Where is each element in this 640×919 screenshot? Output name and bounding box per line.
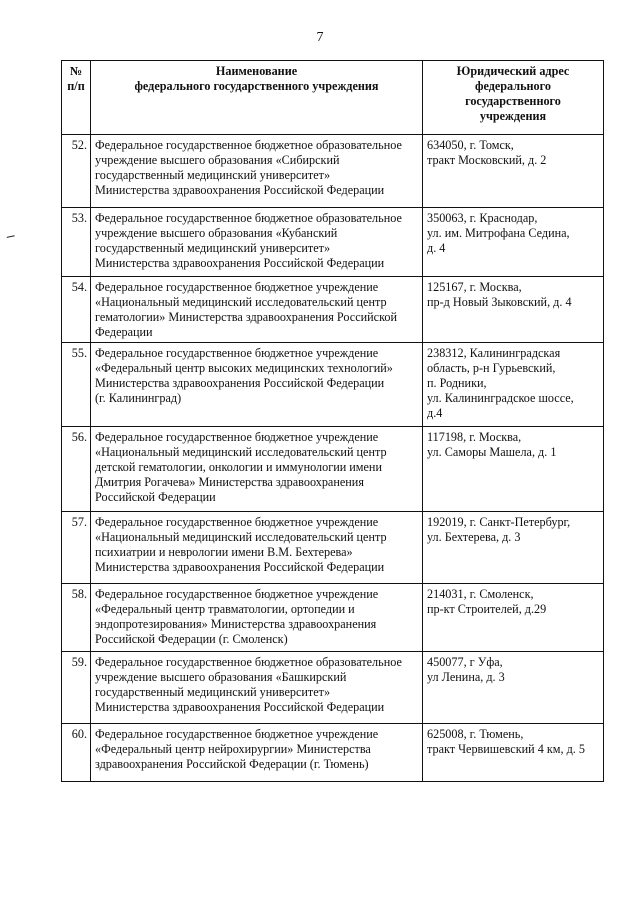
table-row (62, 427, 604, 512)
row-institution-name: Федеральное государственное бюджетное учреждение «Федеральный центр высоких медицинских технологий» Министерства здравоохранения Российской Федерации (г. Калининград) (91, 343, 423, 427)
row-institution-name: Федеральное государственное бюджетное образовательное учреждение высшего образования «Сибирский государственный медицинский университет» Министерства здравоохранения Российской Федерации (91, 135, 423, 208)
header-number (62, 61, 91, 135)
row-number: 55. (62, 343, 91, 427)
row-legal-address: 625008, г. Тюмень, тракт Червишевский 4 км, д. 5 (423, 724, 604, 782)
table-row (62, 652, 604, 724)
row-institution-name: Федеральное государственное бюджетное учреждение «Национальный медицинский исследовательский центр гематологии» Министерства здравоохранения Российской Федерации (91, 277, 423, 343)
row-number: 52. (62, 135, 91, 208)
row-legal-address: 117198, г. Москва, ул. Саморы Машела, д. 1 (423, 427, 604, 512)
table-header-row (62, 61, 604, 135)
row-legal-address: 192019, г. Санкт-Петербург, ул. Бехтерева, д. 3 (423, 512, 604, 584)
row-number: 54. (62, 277, 91, 343)
margin-scan-mark (7, 235, 16, 241)
row-institution-name: Федеральное государственное бюджетное учреждение «Национальный медицинский исследовательский центр психиатрии и неврологии имени В.М. Бехтерева» Министерства здравоохранения Российской Федерации (91, 512, 423, 584)
row-number: 60. (62, 724, 91, 782)
table-row (62, 584, 604, 652)
header-name-text: Наименование федерального государственного учреждения (134, 64, 379, 93)
row-institution-name: Федеральное государственное бюджетное учреждение «Федеральный центр нейрохирургии» Министерства здравоохранения Российской Федерации (г. Тюмень) (91, 724, 423, 782)
header-address-text: Юридический адрес федерального государственного учреждения (456, 64, 570, 123)
page-number: 7 (316, 30, 324, 45)
row-legal-address: 214031, г. Смоленск, пр-кт Строителей, д.29 (423, 584, 604, 652)
row-number: 53. (62, 208, 91, 277)
row-legal-address: 634050, г. Томск, тракт Московский, д. 2 (423, 135, 604, 208)
row-institution-name: Федеральное государственное бюджетное учреждение «Федеральный центр травматологии, ортопедии и эндопротезирования» Министерства здравоохранения Российской Федерации (г. Смоленск) (91, 584, 423, 652)
row-number: 57. (62, 512, 91, 584)
institutions-table (61, 60, 604, 782)
row-legal-address: 450077, г Уфа, ул Ленина, д. 3 (423, 652, 604, 724)
row-legal-address: 238312, Калининградская область, р-н Гурьевский, п. Родники, ул. Калининградское шоссе, д.4 (423, 343, 604, 427)
row-number: 56. (62, 427, 91, 512)
row-institution-name: Федеральное государственное бюджетное образовательное учреждение высшего образования «Кубанский государственный медицинский университет» Министерства здравоохранения Российской Федерации (91, 208, 423, 277)
table-row (62, 277, 604, 343)
table-row (62, 512, 604, 584)
row-number: 59. (62, 652, 91, 724)
row-legal-address: 350063, г. Краснодар, ул. им. Митрофана Седина, д. 4 (423, 208, 604, 277)
header-name (91, 61, 423, 135)
header-address (423, 61, 604, 135)
row-institution-name: Федеральное государственное бюджетное учреждение «Национальный медицинский исследовательский центр детской гематологии, онкологии и иммунологии имени Дмитрия Рогачева» Министерства здравоохранения Российской Федерации (91, 427, 423, 512)
header-number-text: № п/п (67, 64, 85, 93)
table-row (62, 208, 604, 277)
table-row (62, 343, 604, 427)
row-institution-name: Федеральное государственное бюджетное образовательное учреждение высшего образования «Башкирский государственный медицинский университет» Министерства здравоохранения Российской Федерации (91, 652, 423, 724)
table-row (62, 724, 604, 782)
table-row (62, 135, 604, 208)
row-legal-address: 125167, г. Москва, пр-д Новый Зыковский, д. 4 (423, 277, 604, 343)
row-number: 58. (62, 584, 91, 652)
